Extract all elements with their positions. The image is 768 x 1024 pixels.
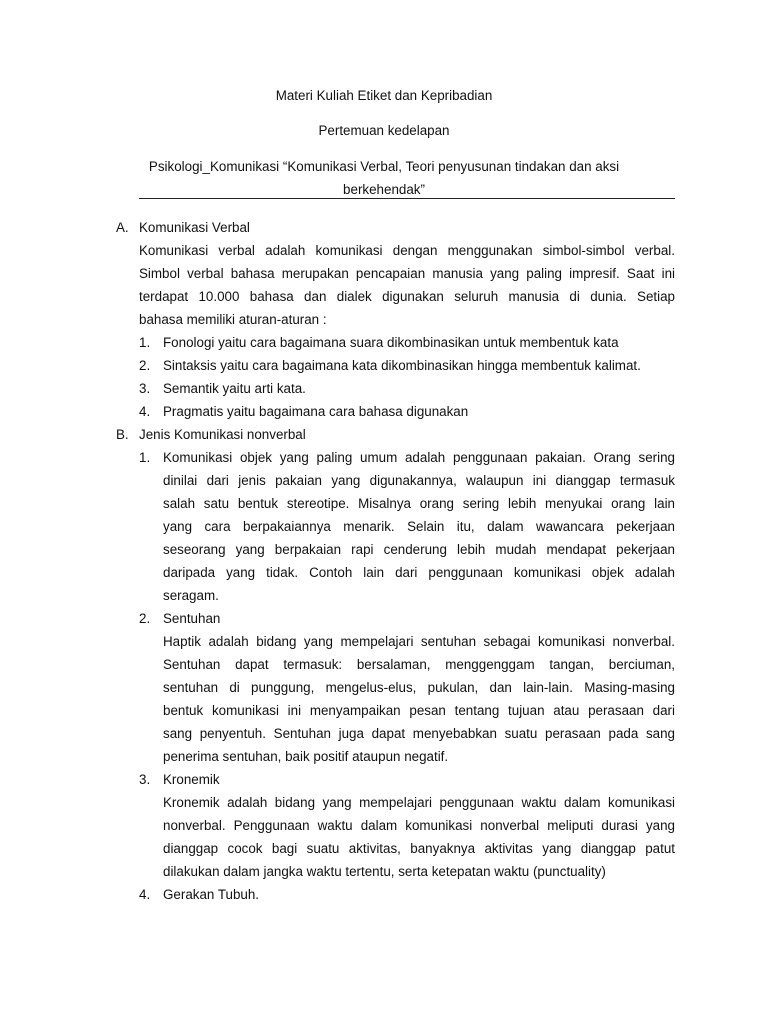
- section-a-paragraph-line: terdapat 10.000 bahasa dan dialek digunakan seluruh manusia di dunia. Setiap: [139, 289, 675, 304]
- topic-line-1: Psikologi_Komunikasi “Komunikasi Verbal, Teori penyusunan tindakan dan aksi: [148, 159, 620, 174]
- item4-title: Gerakan Tubuh.: [163, 887, 260, 902]
- item1-line: salah satu bentuk stereotipe. Misalnya orang sering lebih menyukai orang lain: [163, 496, 675, 511]
- item3-line: Kronemik adalah bidang yang mempelajari penggunaan waktu dalam komunikasi: [163, 795, 675, 810]
- topic-line-2: berkehendak”: [343, 182, 425, 197]
- section-a-heading: Komunikasi Verbal: [139, 220, 250, 235]
- item2-line: penerima sentuhan, baik positif ataupun negatif.: [163, 749, 449, 764]
- list-item: Sintaksis yaitu cara bagaimana kata dikombinasikan hingga membentuk kalimat.: [163, 358, 641, 373]
- list-item: Semantik yaitu arti kata.: [163, 381, 306, 396]
- document-title: Materi Kuliah Etiket dan Kepribadian: [275, 88, 493, 103]
- item3-line: dilakukan dalam jangka waktu tertentu, serta ketepatan waktu (punctuality): [163, 864, 606, 879]
- list-marker: 2.: [139, 358, 151, 373]
- item2-line: sentuhan di punggung, mengelus-elus, pukulan, dan lain-lain. Masing-masing: [163, 680, 675, 695]
- item1-line: seseorang yang berpakaian rapi cenderung lebih mudah mendapat pekerjaan: [163, 542, 675, 557]
- section-a-paragraph-line: Simbol verbal bahasa merupakan pencapaian manusia yang paling impresif. Saat ini: [139, 266, 675, 281]
- list-marker: 3.: [139, 381, 151, 396]
- item2-title: Sentuhan: [163, 611, 221, 626]
- item1-line: yang cara berpakaiannya menarik. Selain itu, dalam wawancara pekerjaan: [163, 519, 675, 534]
- list-item: Pragmatis yaitu bagaimana cara bahasa digunakan: [163, 404, 469, 419]
- item3-line: dianggap cocok bagi suatu aktivitas, banyaknya aktivitas yang dianggap patut: [163, 841, 675, 856]
- item1-line: seragam.: [163, 588, 219, 603]
- list-marker: 1.: [139, 450, 151, 465]
- item2-line: Sentuhan dapat termasuk: bersalaman, menggenggam tangan, berciuman,: [163, 657, 675, 672]
- meeting-label: Pertemuan kedelapan: [318, 123, 450, 138]
- list-marker: 4.: [139, 887, 151, 902]
- section-b-heading: Jenis Komunikasi nonverbal: [139, 427, 306, 442]
- section-b-marker: B.: [116, 427, 129, 442]
- section-a-marker: A.: [116, 220, 129, 235]
- header-divider: [139, 198, 675, 199]
- list-marker: 2.: [139, 611, 151, 626]
- item2-line: bentuk komunikasi ini menyampaikan pesan tentang tujuan atau perasaan dari: [163, 703, 675, 718]
- list-marker: 4.: [139, 404, 151, 419]
- item2-line: sang penyentuh. Sentuhan juga dapat menyebabkan suatu perasaan pada sang: [163, 726, 675, 741]
- item1-line: daripada yang tidak. Contoh lain dari penggunaan komunikasi objek adalah: [163, 565, 675, 580]
- item3-title: Kronemik: [163, 772, 220, 787]
- section-a-paragraph-line: Komunikasi verbal adalah komunikasi dengan menggunakan simbol-simbol verbal.: [139, 243, 675, 258]
- list-marker: 1.: [139, 335, 151, 350]
- list-item: Fonologi yaitu cara bagaimana suara dikombinasikan untuk membentuk kata: [163, 335, 619, 350]
- item3-line: nonverbal. Penggunaan waktu dalam komunikasi nonverbal meliputi durasi yang: [163, 818, 675, 833]
- section-a-paragraph-line: bahasa memiliki aturan-aturan :: [139, 312, 327, 327]
- list-marker: 3.: [139, 772, 151, 787]
- item1-line: dinilai dari jenis pakaian yang digunakannya, walaupun ini dianggap termasuk: [163, 473, 675, 488]
- item1-line: Komunikasi objek yang paling umum adalah penggunaan pakaian. Orang sering: [163, 450, 675, 465]
- item2-line: Haptik adalah bidang yang mempelajari sentuhan sebagai komunikasi nonverbal.: [163, 634, 675, 649]
